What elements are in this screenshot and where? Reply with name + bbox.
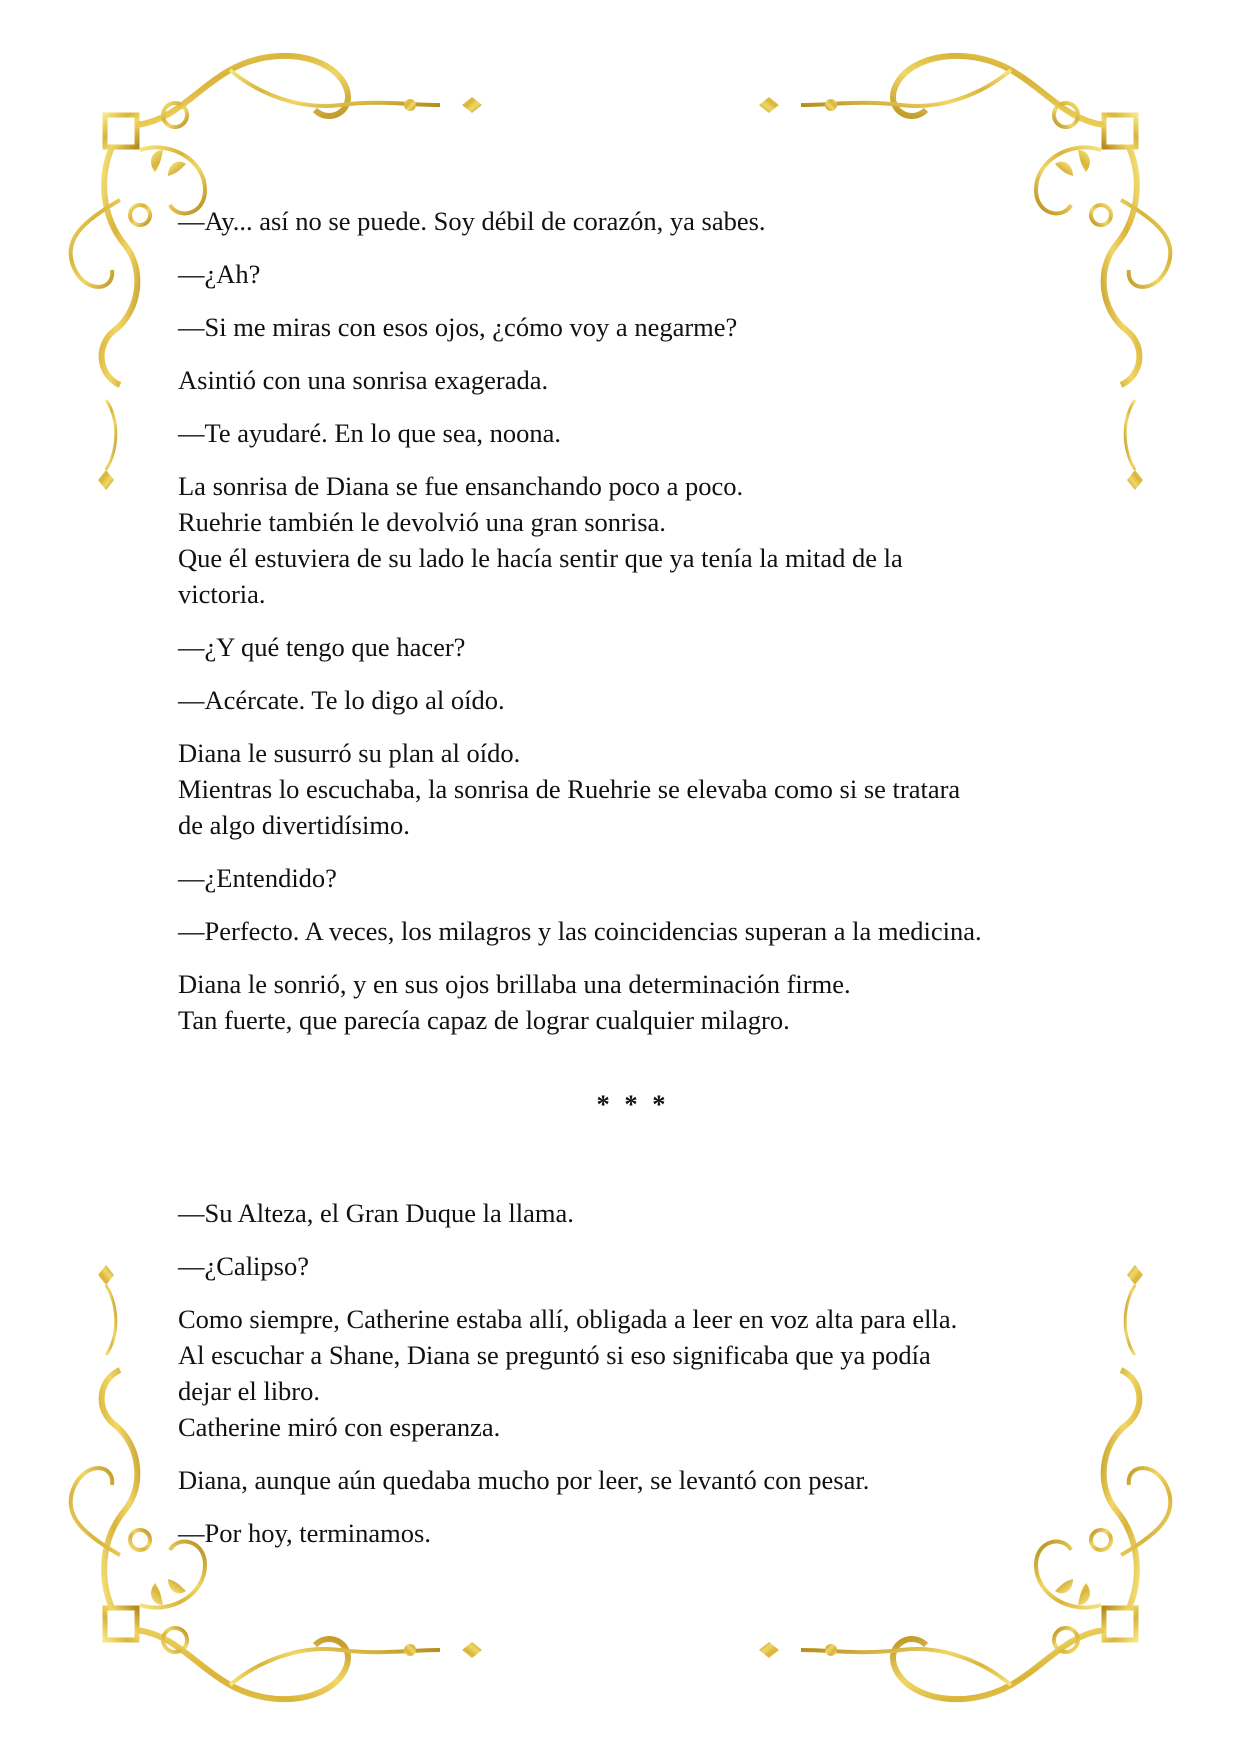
text-line: Diana le sonrió, y en sus ojos brillaba una determinación firme. [178, 969, 851, 999]
text-line: —¿Calipso? [178, 1251, 309, 1281]
section-break: * * * [596, 1089, 670, 1119]
text-line: —Ay... así no se puede. Soy débil de corazón, ya sabes. [178, 206, 766, 236]
text-line: dejar el libro. [178, 1376, 321, 1406]
text-line: —Te ayudaré. En lo que sea, noona. [178, 418, 561, 448]
paragraph [178, 203, 1078, 239]
paragraph [178, 966, 1078, 1038]
paragraph [178, 415, 1078, 451]
text-line: —Acércate. Te lo digo al oído. [178, 685, 505, 715]
text-line: Que él estuviera de su lado le hacía sentir que ya tenía la mitad de la [178, 543, 903, 573]
text-line: Mientras lo escuchaba, la sonrisa de Ruehrie se elevaba como si se tratara [178, 774, 961, 804]
text-line: Diana le susurró su plan al oído. [178, 738, 521, 768]
paragraph [178, 1515, 1078, 1551]
text-line: Diana, aunque aún quedaba mucho por leer, se levantó con pesar. [178, 1465, 870, 1495]
paragraph [178, 860, 1078, 896]
paragraph [178, 309, 1078, 345]
text-line: —Su Alteza, el Gran Duque la llama. [178, 1198, 574, 1228]
text-line: victoria. [178, 579, 266, 609]
text-line: —¿Y qué tengo que hacer? [178, 632, 466, 662]
paragraph [178, 629, 1078, 665]
paragraph [178, 362, 1078, 398]
text-line: —Perfecto. A veces, los milagros y las coincidencias superan a la medicina. [178, 916, 982, 946]
paragraph [178, 1462, 1078, 1498]
paragraph [178, 735, 1078, 843]
text-line: —Por hoy, terminamos. [178, 1518, 431, 1548]
paragraph [178, 1248, 1078, 1284]
text-line: Al escuchar a Shane, Diana se preguntó si eso significaba que ya podía [178, 1340, 931, 1370]
text-line: —¿Entendido? [178, 863, 337, 893]
text-line: Catherine miró con esperanza. [178, 1412, 501, 1442]
paragraph [178, 1195, 1078, 1231]
paragraph [178, 1301, 1078, 1445]
text-line: Como siempre, Catherine estaba allí, obligada a leer en voz alta para ella. [178, 1304, 958, 1334]
paragraph [178, 468, 1078, 612]
paragraph [178, 682, 1078, 718]
text-line: La sonrisa de Diana se fue ensanchando poco a poco. [178, 471, 744, 501]
page-text [178, 203, 1078, 1568]
paragraph [178, 256, 1078, 292]
text-block-before-break [178, 203, 1078, 1038]
text-line: Ruehrie también le devolvió una gran sonrisa. [178, 507, 666, 537]
text-line: de algo divertidísimo. [178, 810, 410, 840]
text-block-after-break [178, 1195, 1078, 1551]
text-line: Asintió con una sonrisa exagerada. [178, 365, 549, 395]
text-line: —Si me miras con esos ojos, ¿cómo voy a negarme? [178, 312, 738, 342]
text-line: —¿Ah? [178, 259, 261, 289]
text-line: Tan fuerte, que parecía capaz de lograr cualquier milagro. [178, 1005, 790, 1035]
paragraph [178, 913, 1078, 949]
